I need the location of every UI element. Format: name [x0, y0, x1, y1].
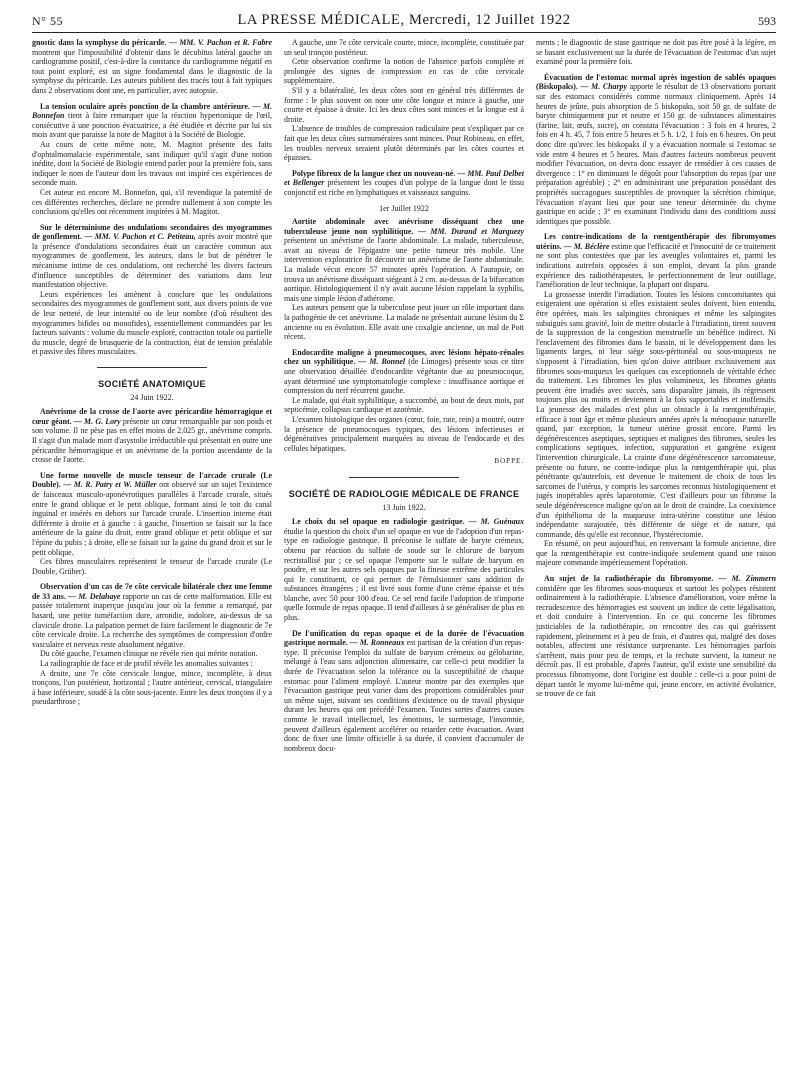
article-authors: — M. Charpy [580, 82, 627, 92]
paragraph: Cette observation confirme la notion de l'absence parfois complète et prolongée des signes de compression en cas de côte cervicale supplémentaire. [284, 57, 524, 86]
article-text: estime que l'efficacité et l'innocuité de ce traitement ne sont plus contestées que par les aveugles volontaires et, parmi les indications autrefois opposées à son emploi, devant la plus grande expérience des radiothérapeutes, le perfectionnement de leur outillage, l'amélioration de leur technique, la plupart ont disparu. [536, 241, 776, 290]
article-authors: — M. Bonnel [358, 357, 406, 367]
section-heading: SOCIÉTÉ DE RADIOLOGIE MÉDICALE DE FRANCE [288, 488, 520, 499]
article-title: gnostic dans la symphyse du péricarde. [32, 38, 167, 47]
article-title: Une forme nouvelle de muscle tenseur de l'arcade crurale (Le Double). [32, 470, 272, 490]
article-authors: — M. Delahaye [68, 591, 121, 601]
article-text: présentent un anévrisme de l'aorte abdominale. La malade, tuberculeuse, avait au niveau de l'épigastre une petite tumeur très mobile. Une intervention exploratrice fit découvrir un anévrisme de l'aorte abdominale. La malade vécut encore 57 minutes après l'opération. A l'autopsie, on trouva un anévrisme disséquant siégeant à 2 cm. au-dessus de la bifurcation aortique. Histologiquement il n'y avait aucune lésion rappelant la syphilis, mais une simple lésion d'athérome. [284, 236, 524, 303]
page-number-right: 593 [758, 14, 776, 28]
article-aortite [284, 217, 524, 303]
article-endocardite [284, 348, 524, 396]
paragraph: Ces fibres musculaires représentent le tenseur de l'arcade crurale (Le Double, Grüber). [32, 557, 272, 576]
article-contre-indications [536, 232, 776, 290]
article-authors: — MM. V. Pachon et C. Petiteau, [84, 232, 196, 242]
article-authors: — M. G. Lory [73, 416, 121, 426]
session-date: 24 Juin 1922. [130, 392, 174, 402]
article-authors: — M. R. Patry et W. Müller [63, 480, 157, 490]
article-title: La tension oculaire après ponction de la chambre antérieure. [40, 101, 250, 111]
article-text: présentent les coupes d'un polype de la langue dont le tissu conjonctif est riche en lymphatiques et vaisseaux sanguins. [284, 178, 525, 197]
paragraph: Les auteurs pensent que la tuberculose peut jouer un rôle important dans la pathogénie de cet anévrisme. La malade ne présentait aucune lésion du Σ ancienne ou en évolution. Elle avait une coxalgie ancienne, un mal de Pott récent. [284, 303, 524, 342]
session-date: 13 Juin 1922. [382, 502, 426, 512]
page-number: N° 55 [32, 14, 63, 28]
paragraph: Au cours de cette même note, M. Magitot présente des faits d'ophtalmomalacie expérimentale, sans indiquer qu'il s'agit d'une notion inédite, dont la Société de Biologie entend parler pour la première fois, sans indiquer le nom de l'auteur dont les travaux ont inspiré ces expériences de seconde main. [32, 139, 272, 188]
article-text: (de Limoges) présente sous ce titre une observation détaillée d'endocardite végétante due au pneumocoque, ayant déterminé une symptomatologie complexe : insuffisance aortique et compression du nerf récurrent gauche. [284, 357, 524, 396]
article-repas-opaque [284, 629, 524, 754]
paragraph: A gauche, une 7e côte cervicale courte, mince, incomplète, constituée par un seul tronçon postérieur. [284, 38, 524, 57]
article-title: Polype fibreux de la langue chez un nouveau-né. [292, 168, 456, 178]
article-title: Le choix du sel opaque en radiologie gastrique. [292, 517, 465, 527]
article-anevrisme-crosse [32, 407, 272, 465]
article-text: montrent que l'impossibilité d'obtenir dans le décubitus latéral gauche un cardiogramme positif, c'est-à-dire la constance du cardiogramme négatif en tout point exploré, est un signe fondamental dans le diagnostic de la symphyse du péricarde. Les auteurs publient des tracés tout à fait typiques dans 2 observations dont une, en particulier, avec autopsie. [32, 47, 272, 95]
section-heading: SOCIÉTÉ ANATOMIQUE [98, 379, 206, 389]
article-text: présente un cœur remarquable par son poids et son volume. Il ne pèse pas en effet moins de 2.025 gr., anévrisme compris. Il s'agit d'un malade mort d'asystolie irréductible qui présentait en outre une péricardite hémorragique et un anévrisme de la portion ascendante de la crosse de l'aorte. [32, 416, 272, 465]
column-2 [284, 38, 524, 1083]
paragraph: Du côté gauche, l'examen clinique ne révèle rien qui mérite notation. [40, 649, 258, 659]
article-authors: — M. Guénaux [468, 517, 524, 527]
article-title: Observation d'un cas de 7e côte cervicale bilatérale chez une femme de 33 ans. [32, 582, 272, 601]
article-text: tient à faire remarquer que la réaction hypertonique de l'œil, consécutive à une ponction évacuatrice, a été étudiée et décrite par lui six mois avant que paraisse la note de Magitot à la Société de Biologie. [32, 111, 272, 140]
article-title: Endocardite maligne à pneumocoques, avec lésions hépato-rénales chez un syphilitique. [284, 347, 524, 367]
article-text: considère que les fibromes sous-muqueux et surtout les polypes résistent ordinairement à la radiothérapie. L'absence d'amélioration, voire même la recrudescence des hémorragies est souvent un indice de cette légalisation, et doit conduire à l'intervention. En ce qui concerne les fibromes justiciables de la radiothérapie, on rencontre des cas qui guérissent rapidement, pleinement et à peu de frais, et d'autres qui, malgré des doses notables, affectent une résistance surprenante. Les hémorragies parfois s'arrêtent, mais pour peu de temps, et la rechute survient, la tumeur ne décroît pas. Il est probable, d'après l'auteur, qu'il existe une sensibilité du processus fibromyome, dont l'origine est double : celle-ci a pour point de départ tantôt le myome lui-même qui, jeune encore, en activité évolutrice, se trouve de ce fait [536, 583, 776, 699]
paragraph: A droite, une 7e côte cervicale longue, mince, incomplète, à deux tronçons, l'un postérieur, horizontal ; l'autre antérieur, cervical, triangulaire à base inférieure, soudé à la côte sous-jacente. Entre les deux tronçons il y a pseudarthrose ; [32, 668, 272, 707]
article-myogrammes [32, 223, 272, 290]
section-rule [349, 477, 459, 478]
article-authors: — M. Ronneaux [349, 638, 405, 648]
session-date: 1er Juillet 1922 [379, 203, 429, 213]
signature: BOPPE. [494, 457, 524, 466]
article-authors: — MM. V. Pachon et R. Fabre [168, 38, 272, 47]
article-title: Anévrisme de la crosse de l'aorte avec péricardite hémorragique et cœur géant. [32, 407, 272, 426]
columns [32, 38, 776, 1083]
article-text: est partisan de la création d'un repas-type. Il préconise l'emploi du sulfate de baryum crémeux ou gélobarine, mélangé à l'eau sans adjonction alimentaire, car celle-ci peut modifier la durée de l'évacuation selon la tolérance ou la susceptibilité de chaque estomac pour l'aliment employé. L'auteur montre par des exemples que l'évacuation gastrique peut varier dans des proportions considérables pour un même sujet, suivant ses conditions d'existence ou de travail physique durant les heures qui ont précédé l'examen. Toutes sortes d'autres causes comme le travail intellectuel, les émotions, le surmenage, l'insomnie, peuvent d'ailleurs également accélérer ou retarder cette évacuation. Avant donc de fixer une limite officielle à sa durée, il convient d'accumuler de nombreux docu- [284, 638, 525, 753]
article-title: De l'unification du repas opaque et de la durée de l'évacuation gastrique normale. [284, 628, 524, 648]
article-title: Sur le déterminisme des ondulations secondaires des myogrammes de gonflement. [32, 222, 272, 242]
article-authors: — MM. Paul Delbet et Bellenger [284, 168, 524, 188]
paragraph: La radiographie de face et de profil révèle les anomalies suivantes : [40, 659, 253, 669]
article-authors: — MM. Durand et Marquezy [417, 226, 524, 236]
article-tension-oculaire [32, 102, 272, 140]
article-authors: — M. Bonnefon [32, 101, 272, 121]
article-radiotherapie-fibromyome [536, 574, 776, 699]
section-rule [97, 367, 207, 368]
article-evacuation-estomac [536, 73, 776, 227]
article-muscle-tenseur [32, 471, 272, 557]
paragraph: Le malade, qui était syphilitique, a succombé, au bout de deux mois, par septicémie, collapsus cardiaque et azotémie. [284, 395, 524, 415]
paragraph: Leurs expériences les amènent à conclure que les ondulations secondaires des myogrammes de gonflement sont, aux divers points de vue de leur netteté, de leur intensité ou de leur nombre (d'où résultent des myogrammes bifides ou monofides), essentiellement commandées par les facteurs suivants : volume du muscle exploré, contraction totale ou partielle du muscle, degré de brusquerie de la contraction, état de tension préalable et passive des fibres musculaires. [32, 289, 272, 357]
paragraph: L'absence de troubles de compression radiculaire peut s'expliquer par ce fait que les deux côtes surnuméraires sont minces. Pour Robineau, en effet, les troubles nerveux seraient plutôt déterminés par les côtes courtes et épaisses. [284, 124, 524, 163]
column-3 [536, 38, 776, 1083]
article-title: Au sujet de la radiothérapie du fibromyome. [544, 574, 714, 584]
paragraph: L'examen histologique des organes (cœur, foie, rate, rein) a montré, outre la présence de pneumocoques typiques, des lésions infectieuses et dégénératives principalement marquées au niveau de l'endocarde et des cellules hépatiques. [284, 414, 524, 453]
article-polype [284, 169, 524, 198]
article-authors: — M. Béclère [563, 241, 610, 251]
paragraph: S'il y a bilatéralité, les deux côtes sont en général très différentes de forme : le plus souvent on note une côte longue et mince à gauche, une courte et épaisse à droite. Ici les deux côtes sont minces et la longue est à droite. [284, 85, 524, 124]
column-1 [32, 38, 272, 1083]
article-text: rapporte un cas de cette malformation. Elle est passée totalement inaperçue jusqu'au jour où la femme a remarqué, par hasard, une petite tuméfaction dure, arrondie, indolore, au-dessus de sa clavicule droite. La palpation permet de faire facilement le diagnostic de 7e côte cervicale droite. La recherche des symptômes de compression d'ordre vasculaire et nerveux reste absolument négative. [32, 591, 272, 649]
paragraph: Cet auteur est encore M. Bonnefon, qui, s'il revendique la paternité de ces différentes recherches, déclare ne prendre nullement à son compte les conclusions qu'elles ont récemment inspirées à M. Magitot. [32, 187, 272, 217]
article-symphyse [32, 38, 272, 96]
journal-title: LA PRESSE MÉDICALE, Mercredi, 12 Juillet 1922 [237, 12, 571, 28]
article-title: Les contre-indications de la rœntgenthérapie des fibromyomes utérins. [536, 232, 776, 251]
paragraph: En résumé, on peut aujourd'hui, en renversant la formule ancienne, dire que la rœntgenthérapie est contre-indiquée seulement quand une raison majeure commande impérieusement l'opération. [536, 539, 776, 568]
article-cote-cervicale [32, 582, 272, 649]
article-text: apporte le résultat de 13 observations portant sur des estomacs considérés comme normaux cliniquement. Après 14 heures de jeûne, puis absorption de 5 biskopaks, soit 50 gr. de sulfate de baryte chimiquement pur et neutre et 150 gr. de substances alimentaires (farine, lait, œufs, sucre), on constata l'évacuation : 3 fois en 4 heures, 2 fois en 4 h. 45, 7 fois entre 5 heures et 5 h. 1/2, 1 fois en 6 heures. On peut donc dire qu'avec les biskopaks il y a évacuation normale si l'estomac se vide entre 4 heures et 5 heures. Mais d'autres facteurs nombreux peuvent modifier l'évacuation, on devra donc essayer de remédier à ces causes de divergence : 1° en diminuant le dégoût pour l'absorption du repas (par une préparation agréable) ; 2° en administrant une préparation possédant des propriétés succagogues susceptibles de provoquer la sécrétion chimique, l'évacuation n'ayant lieu que pour une teneur déterminée du chyme gastrique en acide ; 3° en examinant l'individu dans des conditions aussi identiques que possible. [536, 82, 776, 226]
article-title: Aortite abdominale avec anévrisme disséquant chez une tuberculeuse jeune non syphilitique. [284, 217, 524, 236]
article-sel-opaque [284, 517, 524, 623]
article-text: après avoir montré que la présence d'ondulations secondaires était un caractère commun aux myogrammes de gonflement, les auteurs, dans le but de pénétrer le mécanisme intime de ces ondulations, ont recherché les divers facteurs d'influence susceptibles de déterminer des variations dans leur manifestation objective. [32, 232, 273, 290]
article-text: étudie la question du choix d'un sel opaque en vue de l'adoption d'un repas-type en radiologie gastrique. Il préconise le sulfate de baryte crémeux, obtenu par réaction du sulfate de soude sur le chlorure de baryum recristallisé pur ; ce sel opaque l'emporte sur le sulfate de baryum en poudre, et sur les autres sels opaques par la finesse extrême des particules qui le constituent, ce qui permet de l'émulsionner sans addition de substances étrangères ; il est livré sous forme d'une crème épaisse et très blanche, avec 50 pour 100 d'eau. Ce sel rend facile l'adoption de n'importe quelle formule de repas opaque. Il tend d'ailleurs à se généraliser de plus en plus. [284, 526, 524, 623]
article-authors: — M. Zimmern [718, 574, 776, 584]
paragraph: La grossesse interdit l'irradiation. Toutes les lésions concomitantes qui exigeraient une opération si elles existaient seules doivent, bien entendu, être opérées, mais les salpingites chroniques et même les salpingites subaiguës sans gravité, loin de mettre obstacle à l'irradiation, tirent souvent de la suppression de la congestion menstruelle un bénéfice indirect. Ni l'enclavement des fibromes dans le bassin, ni le développement dans les ligaments larges, ni leur siège sous-péritonéal ou sous-muqueux ne s'opposent à l'irradiation, bien qu'on doive attribuer exclusivement aux fibromes sous-muqueux les quelques cas exceptionnels de véritable échec du traitement. Les fibromes les plus volumineux, les fibromes géants peuvent être irradiés avec succès, sans disparaître jamais, ils régressent toujours plus ou moins et deviennent à la fois supportables et inoffensifs. La jeunesse des malades n'est plus un obstacle à la rœntgenthérapie, efficace à tout âge et même plusieurs années après la ménopause naturelle quand, par exception, la tumeur utérine grossit encore. Parmi les dégénérescences aseptiques, septiques et malignes des fibromes, seules les complications septiques, infection, suppuration et gangrène exigent l'intervention chirurgicale. La crainte d'une dégénérescence sarcomateuse, présente ou future, ne contre-indique plus la rœntgenthérapie qui, plus pénétrante qu'autrefois, est devenue le traitement de choix de tous les sarcomes de l'utérus, y compris les sarcomes reconnus histologiquement et jugés inopérables après laparotomie. C'est d'ailleurs pour un fibrome la seule dégénérescence maligne qu'on ait le droit de craindre. La coexistence d'un épithélioma de la muqueuse intra-utérine constitue une lésion indépendante surajoutée, très différente de siège et de nature, qui commande, dès qu'elle est reconnue, l'hystérectomie. [536, 289, 776, 539]
paragraph: ments ; le diagnostic de stase gastrique ne doit pas être posé à la légère, en se basant exclusivement sur la durée de l'évacuation de l'estomac d'un sujet examiné pour la première fois. [536, 38, 776, 67]
article-text: ont observé sur un sujet l'existence de faisceaux musculo-aponévrotiques parallèles à l'arcade crurale, situés entre le grand oblique et le petit oblique, formant ainsi le toit du canal inguinal et insérés en dehors sur l'arcade crurale. L'insertion interne était différente à droite et à gauche : à gauche, l'insertion se faisait sur la face antérieure de la gaine du droit, entre grand oblique et petit oblique et sur l'épine du pubis ; à droite, elle se faisait sur la gaine du grand droit et sur le petit oblique. [32, 480, 272, 557]
article-title: Évacuation de l'estomac normal après ingestion de sablés opaques (Biskopaks). [536, 72, 776, 92]
page-header [32, 10, 776, 33]
